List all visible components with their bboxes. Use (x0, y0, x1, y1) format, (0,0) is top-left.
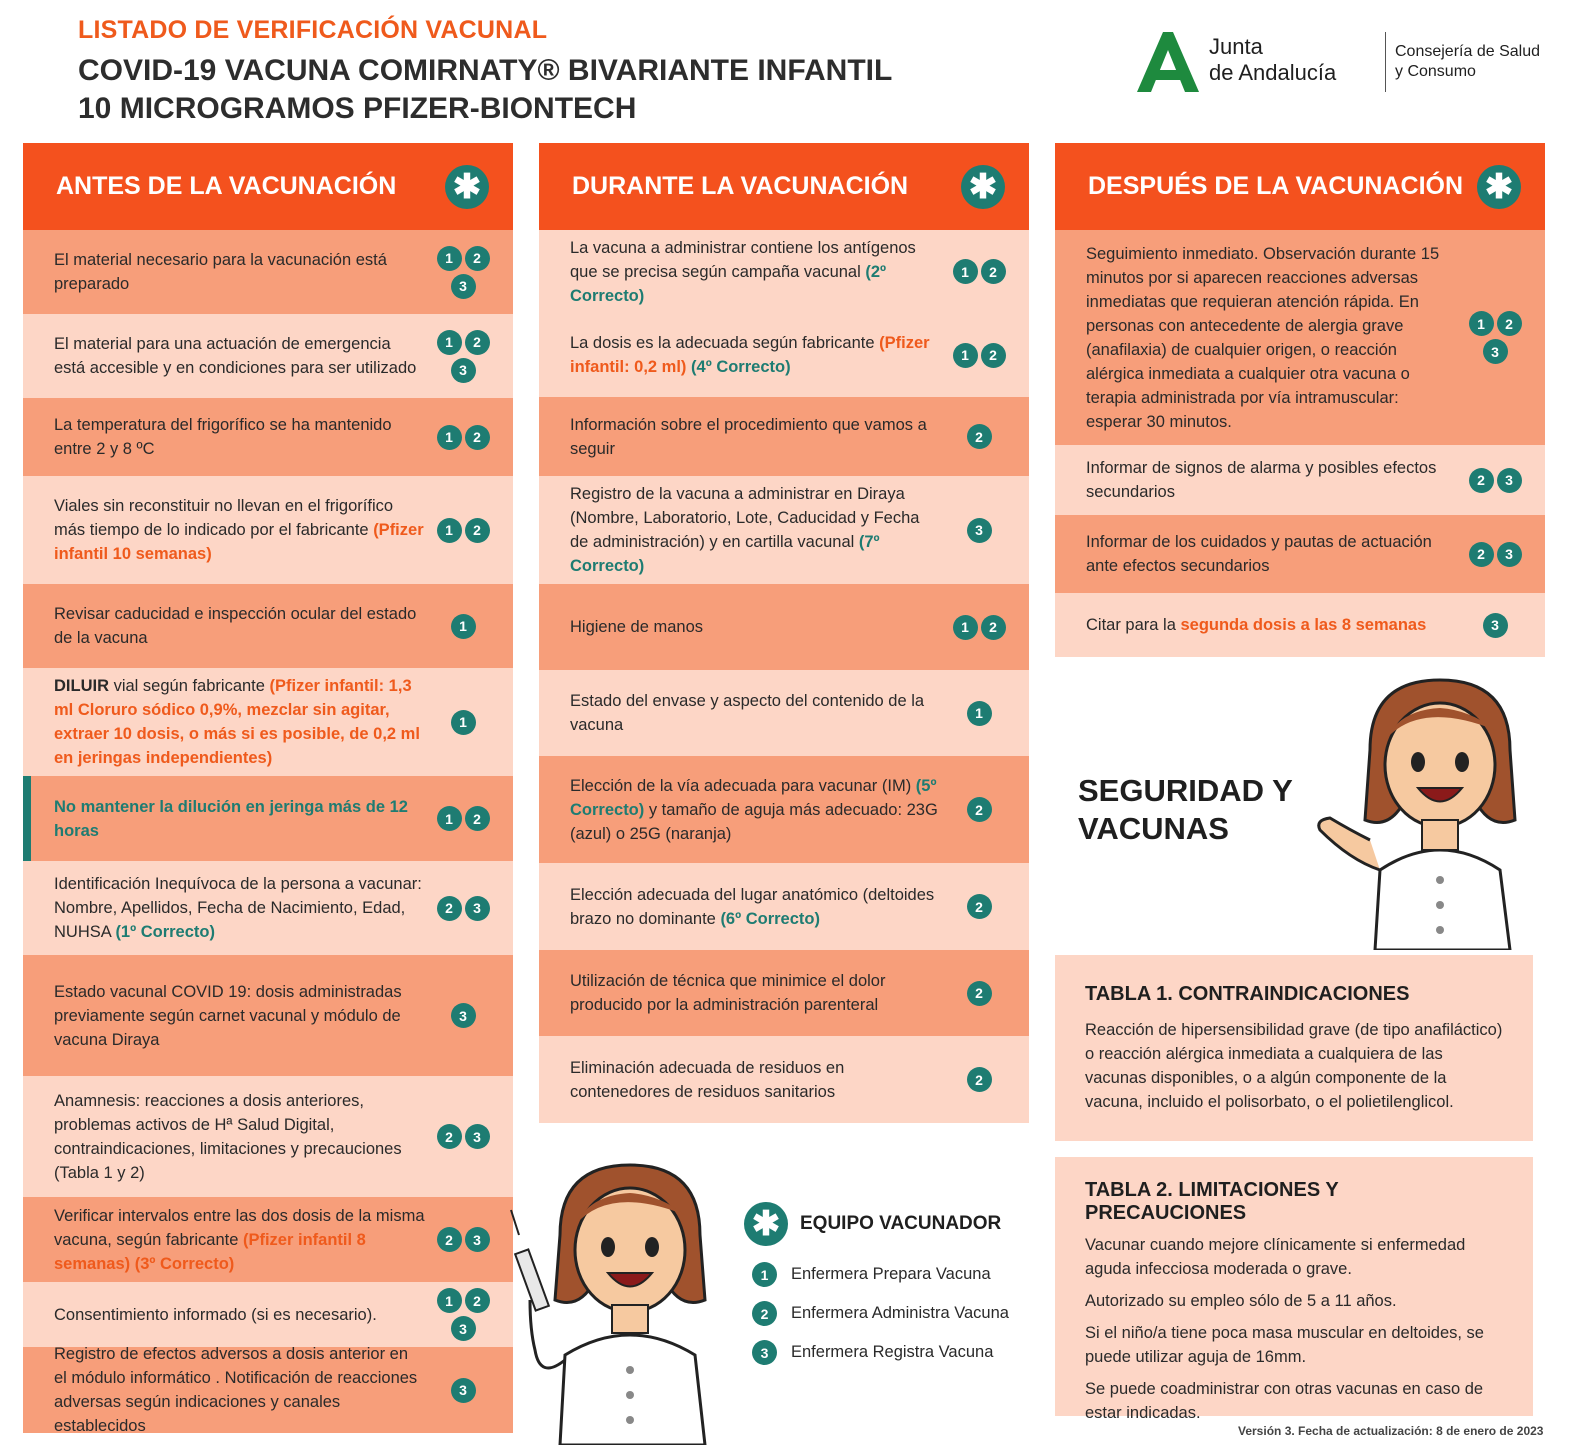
checklist-text-segment: No mantener la dilución en jeringa más de 12 horas (54, 797, 408, 840)
checklist-row (539, 1036, 1029, 1123)
checklist-text-segment: Utilización de técnica que minimice el dolor producido por la administración parenteral (570, 972, 886, 1014)
checklist-text (54, 494, 433, 566)
title-line-1: COVID-19 VACUNA COMIRNATY® BIVARIANTE INFANTIL (78, 54, 893, 87)
number-badge: 3 (752, 1340, 777, 1365)
number-badge: 3 (967, 518, 992, 543)
checklist-text-segment: Revisar caducidad e inspección ocular del estado de la vacuna (54, 605, 417, 647)
role-badges (1465, 311, 1525, 364)
nurse-illustration (1310, 670, 1540, 950)
checklist-row (23, 1076, 513, 1197)
checklist-text-segment: (5º Correcto) (570, 776, 937, 819)
number-badge: 2 (437, 1124, 462, 1149)
checklist-text (570, 883, 949, 931)
equipo-item-label: Enfermera Administra Vacuna (791, 1304, 1009, 1322)
number-badge: 2 (981, 259, 1006, 284)
number-badge: 2 (1497, 311, 1522, 336)
checklist-text-segment: DILUIR (54, 677, 109, 695)
tabla-1-title: TABLA 1. CONTRAINDICACIONES (1085, 983, 1410, 1005)
logo-line2: de Andalucía (1209, 60, 1337, 85)
column-durante-title: DURANTE LA VACUNACIÓN (572, 172, 909, 200)
checklist-text-segment: segunda dosis a las 8 semanas (1180, 616, 1427, 634)
number-badge: 1 (437, 806, 462, 831)
checklist-text-segment: (Pfizer infantil: 1,3 ml Cloruro sódico 0,9%, mezclar sin agitar, extraer 10 dosis, o más si es posible, de 0,2 ml en jeringas independientes) (54, 677, 420, 767)
number-badge: 1 (967, 701, 992, 726)
equipo-item (744, 1340, 1044, 1365)
number-badge: 1 (953, 343, 978, 368)
checklist-text (54, 1089, 433, 1185)
column-antes-header (23, 143, 513, 230)
role-badges (949, 981, 1009, 1006)
equipo-item (744, 1262, 1044, 1287)
checklist-text-segment: y tamaño de aguja más adecuado: 23G (azul) o 25G (naranja) (570, 800, 938, 843)
checklist-text-segment: Viales sin reconstituir no llevan en el frigorífico más tiempo de lo indicado por el fabricante (54, 497, 394, 539)
number-badge: 3 (465, 896, 490, 921)
column-durante (539, 143, 1029, 1123)
checklist-row (539, 476, 1029, 584)
role-badges (433, 330, 493, 383)
checklist-row (539, 397, 1029, 476)
equipo-title: EQUIPO VACUNADOR (800, 1213, 1002, 1234)
checklist-text-segment: El material para una actuación de emergencia está accesible y en condiciones para ser utilizado (54, 335, 417, 377)
checklist-text-segment: Información sobre el procedimiento que vamos a seguir (570, 415, 927, 458)
equipo-vacunador (744, 1202, 1044, 1379)
checklist-text-segment: Registro de efectos adversos a dosis anterior en el módulo informático . Notificación de reacciones adversas según indicaciones y canales establecidos (54, 1345, 418, 1435)
tabla-2-text-3: Si el niño/a tiene poca masa muscular en deltoides, se puede utilizar aguja de 16mm. (1085, 1324, 1484, 1366)
equipo-header (744, 1202, 1044, 1246)
role-badges (433, 896, 493, 921)
checklist-text (1086, 456, 1465, 504)
checklist-row (23, 668, 513, 776)
column-durante-rows (539, 230, 1029, 1123)
checklist-row (23, 1197, 513, 1282)
checklist-text (54, 1204, 433, 1276)
checklist-text (54, 980, 433, 1052)
checklist-text (54, 674, 433, 770)
checklist-text (570, 331, 949, 379)
asterisk-icon: ✱ (961, 165, 1005, 209)
checklist-row (1055, 593, 1545, 657)
number-badge: 2 (465, 1288, 490, 1313)
checklist-text (54, 1342, 433, 1438)
checklist-text (54, 1303, 433, 1327)
number-badge: 2 (967, 797, 992, 822)
checklist-text-segment: Informar de signos de alarma y posibles efectos secundarios (1086, 459, 1437, 501)
number-badge: 1 (437, 1288, 462, 1313)
checklist-row (1055, 515, 1545, 593)
checklist-row (23, 776, 513, 861)
number-badge: 2 (967, 894, 992, 919)
logo-divider (1385, 32, 1386, 92)
checklist-text (1086, 242, 1465, 434)
checklist-row (539, 863, 1029, 950)
checklist-text-segment: (6º Correcto) (720, 909, 820, 928)
number-badge: 2 (465, 246, 490, 271)
checklist-row (23, 230, 513, 314)
checklist-text (54, 602, 433, 650)
checklist-text (570, 615, 949, 639)
number-badge: 3 (451, 274, 476, 299)
role-badges (433, 1003, 493, 1028)
number-badge: 3 (1497, 542, 1522, 567)
checklist-row (23, 398, 513, 476)
checklist-text-segment: Elección de la vía adecuada para vacunar (IM) (570, 776, 916, 795)
checklist-text-segment: Consentimiento informado (si es necesario). (54, 1305, 377, 1324)
checklist-text-segment: Verificar intervalos entre las dos dosis de la misma vacuna, según fabricante (54, 1206, 425, 1249)
checklist-row (1055, 445, 1545, 515)
checklist-text-segment: Identificación Inequívoca de la persona a vacunar: Nombre, Apellidos, Fecha de Nacimiento, Edad, NUHSA (54, 875, 422, 941)
checklist-text (570, 413, 949, 461)
number-badge: 2 (1469, 468, 1494, 493)
logo-text (1209, 34, 1336, 86)
number-badge: 3 (451, 358, 476, 383)
role-badges (949, 797, 1009, 822)
number-badge: 2 (465, 518, 490, 543)
tabla-2-title: TABLA 2. LIMITACIONES Y PRECAUCIONES (1085, 1179, 1339, 1224)
logo-dept (1395, 42, 1540, 82)
number-badge: 2 (437, 1227, 462, 1252)
checklist-text (54, 332, 433, 380)
checklist-text-segment: Higiene de manos (570, 618, 703, 636)
number-badge: 1 (437, 518, 462, 543)
tabla-1 (1055, 955, 1533, 1141)
number-badge: 2 (437, 896, 462, 921)
column-durante-header (539, 143, 1029, 230)
checklist-text (570, 969, 949, 1017)
checklist-text-segment: La dosis es la adecuada según fabricante (570, 334, 880, 352)
checklist-row (23, 1347, 513, 1433)
column-antes-rows (23, 230, 513, 1433)
checklist-text-segment: El material necesario para la vacunación está preparado (54, 251, 387, 293)
page-title (78, 52, 978, 128)
equipo-item (744, 1301, 1044, 1326)
role-badges (949, 701, 1009, 726)
tabla-2-text-1: Vacunar cuando mejore clínicamente si enfermedad aguda infecciosa moderada o grave. (1085, 1236, 1466, 1278)
checklist-text-segment: (7º Correcto) (570, 533, 880, 575)
tabla-2-text-2: Autorizado su empleo sólo de 5 a 11 años. (1085, 1292, 1397, 1310)
column-despues-rows (1055, 230, 1545, 657)
role-badges (433, 710, 493, 735)
junta-andalucia-logo (1135, 28, 1555, 98)
checklist-text (54, 795, 433, 843)
checklist-row (23, 1282, 513, 1347)
checklist-text-segment: (1º Correcto) (115, 923, 215, 941)
checklist-row (539, 950, 1029, 1036)
role-badges (949, 343, 1009, 368)
role-badges (949, 518, 1009, 543)
role-badges (433, 1124, 493, 1149)
number-badge: 3 (1483, 339, 1508, 364)
role-badges (949, 615, 1009, 640)
number-badge: 3 (465, 1227, 490, 1252)
checklist-text-segment: (Pfizer infantil 10 semanas) (54, 521, 424, 563)
checklist-text (1086, 530, 1465, 578)
number-badge: 3 (451, 1378, 476, 1403)
logo-dept1: Consejería de Salud (1395, 43, 1540, 60)
number-badge: 2 (1469, 542, 1494, 567)
checklist-row (23, 476, 513, 584)
checklist-text (54, 248, 433, 296)
checklist-row (23, 584, 513, 668)
number-badge: 2 (465, 330, 490, 355)
checklist-text-segment: Eliminación adecuada de residuos en contenedores de residuos sanitarios (570, 1058, 845, 1101)
checklist-row (1055, 230, 1545, 445)
asterisk-icon: ✱ (1477, 165, 1521, 209)
number-badge: 1 (953, 259, 978, 284)
role-badges (433, 425, 493, 450)
number-badge: 3 (1497, 468, 1522, 493)
number-badge: 2 (981, 343, 1006, 368)
role-badges (1465, 468, 1525, 493)
checklist-text (570, 482, 949, 578)
logo-line1: Junta (1209, 34, 1263, 59)
number-badge: 2 (967, 981, 992, 1006)
role-badges (949, 424, 1009, 449)
tabla-2 (1055, 1157, 1533, 1422)
role-badges (433, 1378, 493, 1403)
role-badges (433, 614, 493, 639)
checklist-text-segment: Estado vacunal COVID 19: dosis administradas previamente según carnet vacunal y módulo de vacuna Diraya (54, 982, 402, 1049)
checklist-row (539, 670, 1029, 756)
column-antes-title: ANTES DE LA VACUNACIÓN (56, 172, 397, 200)
equipo-item-label: Enfermera Prepara Vacuna (791, 1265, 991, 1283)
checklist-row (539, 584, 1029, 670)
role-badges (949, 894, 1009, 919)
checklist-row (539, 313, 1029, 397)
number-badge: 2 (465, 425, 490, 450)
checklist-text-segment: vial según fabricante (109, 677, 270, 695)
checklist-text-segment: Anamnesis: reacciones a dosis anteriores, problemas activos de Hª Salud Digital, contraindicaciones, limitaciones y precauciones (Tabla 1 y 2) (54, 1091, 402, 1182)
number-badge: 1 (953, 615, 978, 640)
junta-a-icon (1135, 28, 1201, 94)
title-line-2: 10 MICROGRAMOS PFIZER-BIONTECH (78, 92, 637, 125)
checklist-text-segment: (Pfizer infantil 8 semanas) (54, 1230, 366, 1273)
checklist-text (570, 236, 949, 308)
number-badge: 1 (752, 1262, 777, 1287)
checklist-text-segment: Seguimiento inmediato. Observación durante 15 minutos por si aparecen reacciones adversas inmediatas que requieran atención rápida. En personas con antecedente de alergia grave (anafilaxia) de cualquier origen, o reacción alérgica inmediata a cualquier otra vacuna o terapia administrada por vía intramuscular: esperar 30 minutos. (1086, 244, 1440, 431)
number-badge: 3 (451, 1003, 476, 1028)
number-badge: 3 (451, 1316, 476, 1341)
number-badge: 3 (1483, 613, 1508, 638)
role-badges (433, 518, 493, 543)
header-kicker: LISTADO DE VERIFICACIÓN VACUNAL (78, 16, 548, 44)
checklist-text-segment: (4º Correcto) (691, 358, 791, 376)
checklist-row (23, 861, 513, 955)
role-badges (433, 1227, 493, 1252)
number-badge: 2 (981, 615, 1006, 640)
logo-dept2: y Consumo (1395, 63, 1476, 80)
number-badge: 2 (967, 424, 992, 449)
role-badges (433, 1288, 493, 1341)
checklist-row (23, 314, 513, 398)
role-badges (433, 806, 493, 831)
checklist-row (539, 230, 1029, 313)
column-despues-title: DESPUÉS DE LA VACUNACIÓN (1088, 172, 1464, 200)
asterisk-icon: ✱ (445, 165, 489, 209)
number-badge: 2 (465, 806, 490, 831)
checklist-text-segment: La vacuna a administrar contiene los antígenos que se precisa según campaña vacunal (570, 238, 916, 281)
tabla-2-text-4: Se puede coadministrar con otras vacunas en caso de estar indicadas. (1085, 1380, 1484, 1422)
checklist-text-segment: Citar para la (1086, 616, 1181, 634)
checklist-text (54, 413, 433, 461)
number-badge: 2 (967, 1067, 992, 1092)
role-badges (949, 1067, 1009, 1092)
equipo-item-label: Enfermera Registra Vacuna (791, 1343, 994, 1361)
checklist-text (1086, 613, 1465, 637)
column-despues (1055, 143, 1545, 657)
checklist-text-segment: (Pfizer infantil: 0,2 ml) (570, 334, 930, 376)
number-badge: 1 (437, 330, 462, 355)
checklist-text-segment: (2º Correcto) (570, 262, 887, 305)
role-badges (1465, 542, 1525, 567)
number-badge: 1 (1469, 311, 1494, 336)
number-badge: 1 (437, 246, 462, 271)
number-badge: 1 (437, 425, 462, 450)
role-badges (1465, 613, 1525, 638)
column-antes (23, 143, 513, 1433)
checklist-text-segment: (3º Correcto) (134, 1254, 235, 1273)
checklist-text (54, 872, 433, 944)
role-badges (949, 259, 1009, 284)
asterisk-icon: ✱ (744, 1202, 788, 1246)
checklist-text (570, 774, 949, 846)
version-note: Versión 3. Fecha de actualización: 8 de enero de 2023 (1238, 1424, 1544, 1438)
checklist-text-segment: La temperatura del frigorífico se ha mantenido entre 2 y 8 ºC (54, 416, 392, 458)
checklist-text-segment: Elección adecuada del lugar anatómico (deltoides brazo no dominante (570, 885, 935, 928)
checklist-text-segment: Estado del envase y aspecto del contenido de la vacuna (570, 692, 925, 734)
checklist-text-segment: Informar de los cuidados y pautas de actuación ante efectos secundarios (1086, 533, 1432, 575)
checklist-row (539, 756, 1029, 863)
checklist-text-segment: Registro de la vacuna a administrar en Diraya (Nombre, Laboratorio, Lote, Caducidad y Fecha de administración) y en cartilla vacunal (570, 485, 920, 551)
checklist-text (570, 689, 949, 737)
number-badge: 1 (451, 710, 476, 735)
number-badge: 3 (465, 1124, 490, 1149)
nurse-syringe-illustration (505, 1150, 725, 1445)
checklist-text (570, 1056, 949, 1104)
number-badge: 2 (752, 1301, 777, 1326)
role-badges (433, 246, 493, 299)
column-despues-header (1055, 143, 1545, 230)
number-badge: 1 (451, 614, 476, 639)
seguridad-heading: SEGURIDAD Y VACUNAS (1078, 773, 1293, 846)
tabla-1-text: Reacción de hipersensibilidad grave (de tipo anafiláctico) o reacción alérgica inmediata a cualquiera de las vacunas disponibles, o a algún componente de la vacuna, incluido el polisorbato, o el polietilenglicol. (1085, 1021, 1503, 1111)
checklist-row (23, 955, 513, 1076)
